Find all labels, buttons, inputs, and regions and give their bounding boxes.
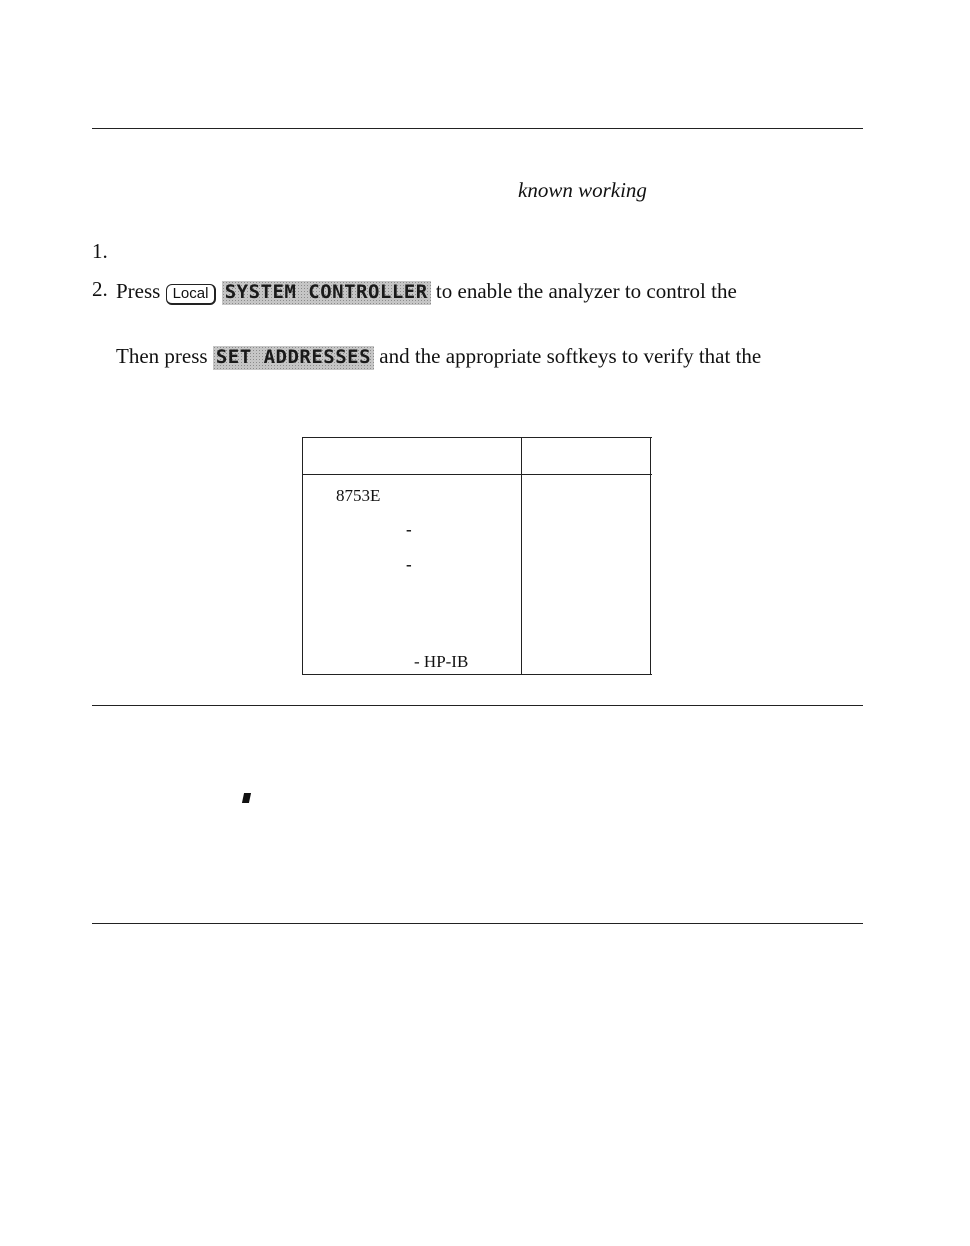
press-label: Press xyxy=(116,279,161,303)
table-top-border xyxy=(302,437,652,438)
top-divider xyxy=(92,128,863,129)
step-2-number: 2. xyxy=(92,277,108,301)
middle-divider xyxy=(92,705,863,706)
table-column-divider xyxy=(521,437,522,675)
table-row-label: 8753E xyxy=(336,486,381,505)
table-left-border xyxy=(302,437,303,675)
address-table xyxy=(302,437,652,677)
then-press-label: Then press xyxy=(116,344,208,368)
table-header-border xyxy=(302,474,652,475)
step-2-line xyxy=(116,281,737,305)
table-bottom-border xyxy=(302,674,652,675)
step-2-tail-text: to enable the analyzer to control the xyxy=(435,279,737,303)
table-right-border xyxy=(650,437,651,675)
then-tail-text: and the appropriate softkeys to verify that the xyxy=(379,344,762,368)
table-row-label: - xyxy=(406,520,412,539)
table-row-label: - HP-IB xyxy=(414,652,469,671)
local-key-button[interactable]: Local xyxy=(166,284,217,305)
step-1-number: 1. xyxy=(92,239,108,263)
emphasis-text: known working xyxy=(518,178,647,202)
then-press-line xyxy=(116,346,761,370)
bottom-divider xyxy=(92,923,863,924)
bullet-mark xyxy=(242,793,251,803)
set-addresses-softkey[interactable]: SET ADDRESSES xyxy=(213,346,374,370)
system-controller-softkey[interactable]: SYSTEM CONTROLLER xyxy=(222,281,431,305)
table-row-label: - xyxy=(406,555,412,574)
